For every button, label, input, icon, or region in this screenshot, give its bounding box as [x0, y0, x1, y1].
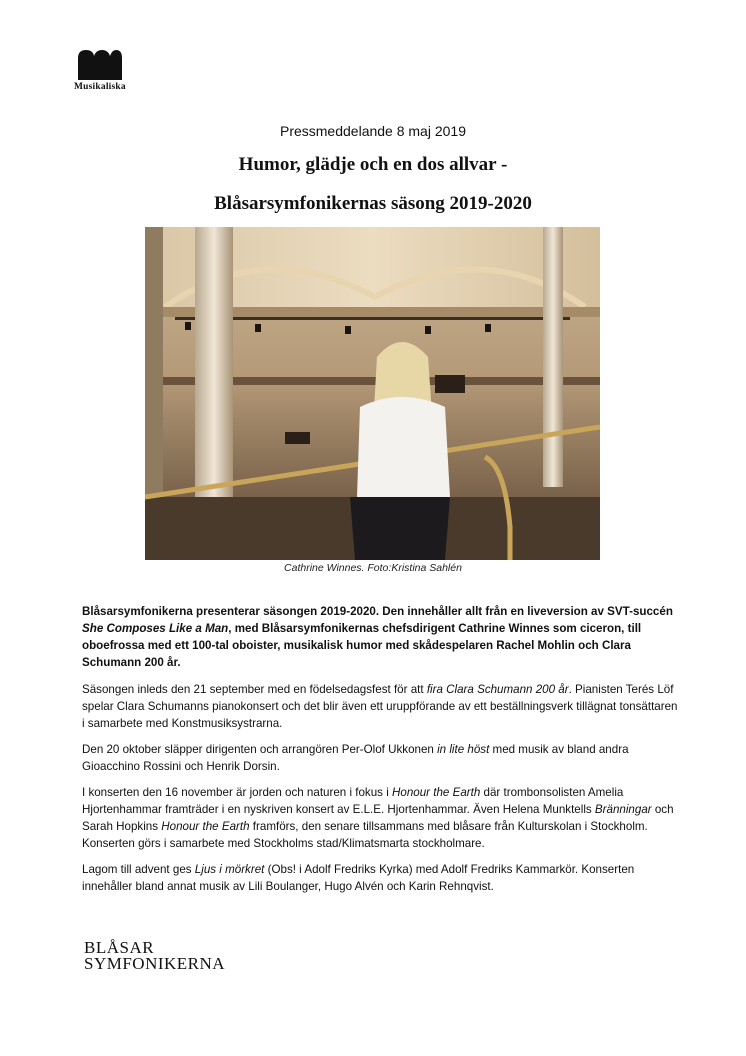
concert-hall-photo — [145, 227, 600, 560]
headline-line-1: Humor, glädje och en dos allvar - — [238, 154, 508, 175]
press-release-date: Pressmeddelande 8 maj 2019 — [279, 123, 466, 139]
photo-caption: Cathrine Winnes. Foto:Kristina Sahlén — [284, 562, 462, 574]
musikaliska-emblem-icon — [78, 50, 122, 80]
logo-line-2: SYMFONIKERNA — [84, 954, 226, 973]
headline-line-2: Blåsarsymfonikernas säsong 2019-2020 — [214, 193, 532, 214]
lead-paragraph: Blåsarsymfonikerna presenterar säsongen 2019-2020. Den innehåller allt från en liveversion av SVT-succén She Composes Like a Man, med Blåsarsymfonikernas chefsdirigent Cathrine Winnes som ciceron, till oboefrossa med ett 100-tal oboister, musikalisk humor med skådespelaren Rachel Mohlin och Clara Schumann 200 år. — [82, 605, 673, 669]
logo-text: Musikaliska — [74, 82, 126, 92]
paragraph-4: Lagom till advent ges Ljus i mörkret (Obs! i Adolf Fredriks Kyrka) med Adolf Fredriks Kammarkör. Konserten innehåller bland annat musik av Lili Boulanger, Hugo Alvén och Karin Rehnqvist. — [82, 863, 635, 893]
article-body — [82, 603, 682, 904]
musikaliska-logo — [74, 50, 134, 92]
paragraph-2: Den 20 oktober släpper dirigenten och arrangören Per-Olof Ukkonen in lite höst med musik av bland andra Gioacchino Rossini och Henrik Dorsin. — [82, 743, 629, 773]
logo-line-1: BLÅSAR — [84, 938, 155, 957]
paragraph-3: I konserten den 16 november är jorden och naturen i fokus i Honour the Earth där trombonsolisten Amelia Hjortenhammar framträder i en nyskriven konsert av E.L.E. Hjortenhammar. Även Helena Munktells Bränningar och Sarah Hopkins Honour the Earth framförs, den senare tillsammans med blåsare från Kulturskolan i Stockholm. Konserten görs i samarbete med Stockholms stad/Klimatsmarta stockholmare. — [82, 786, 674, 850]
paragraph-1: Säsongen inleds den 21 september med en födelsedagsfest för att fira Clara Schumann 200 år. Pianisten Terés Löf spelar Clara Schumanns pianokonsert och det blir även ett uruppförande av ett beställningsverk tillägnat tonsättaren i samarbete med Konstmusiksystrarna. — [82, 683, 678, 730]
blasarsymfonikerna-logo — [84, 940, 225, 972]
